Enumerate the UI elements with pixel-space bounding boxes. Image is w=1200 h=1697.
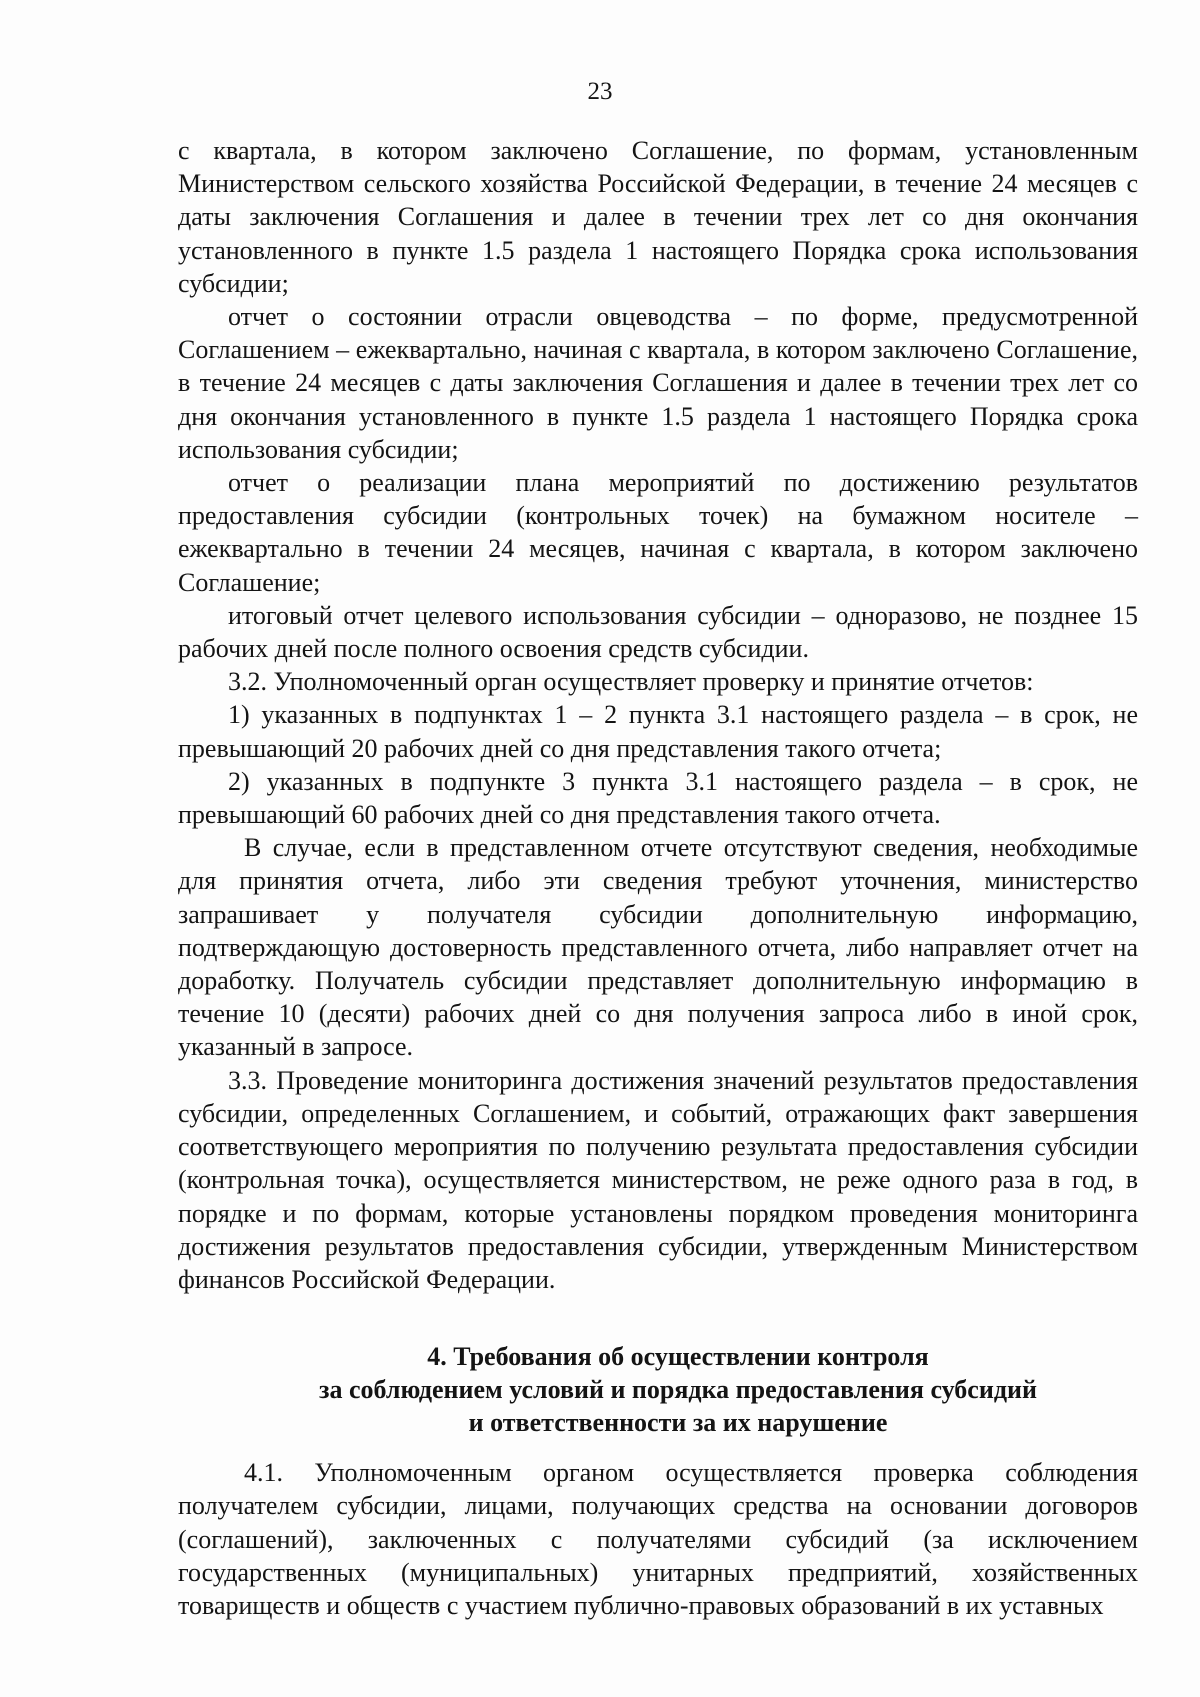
paragraph-plan-report: отчет о реализации плана мероприятий по достижению результатов предоставления субсидии (контрольных точек) на бумажном носителе – ежеквартально в течении 24 месяцев, начиная с квартала, в котором заключено Соглашение; bbox=[178, 468, 1138, 597]
paragraph-3-2-item-2: 2) указанных в подпункте 3 пункта 3.1 настоящего раздела – в срок, не превышающий 60 рабочих дней со дня представления такого отчета. bbox=[178, 766, 1138, 830]
section-4-heading-line-3: и ответственности за их нарушение bbox=[468, 1408, 888, 1438]
section-4-heading bbox=[178, 1340, 1138, 1439]
paragraph-3-3: 3.3. Проведение мониторинга достижения значений результатов предоставления субсидии, определенных Соглашением, и событий, отражающих факт завершения соответствующего мероприятия по получению результата предоставления субсидии (контрольная точка), осуществляется министерством, не реже одного раза в год, в порядке и по формам, которые установлены порядком проведения мониторинга достижения результатов предоставления субсидии, утвержденным Министерством финансов Российской Федерации. bbox=[178, 1065, 1138, 1294]
section-4-heading-line-1: 4. Требования об осуществлении контроля bbox=[427, 1342, 929, 1372]
section-4-heading-line-2: за соблюдением условий и порядка предоставления субсидий bbox=[319, 1375, 1037, 1405]
paragraph-4-1: 4.1. Уполномоченным органом осуществляется проверка соблюдения получателем субсидии, лицами, получающих средства на основании договоров (соглашений), заключенных с получателями субсидий (за исключением государственных (муниципальных) унитарных предприятий, хозяйственных товариществ и обществ с участием публично-правовых образований в их уставных bbox=[178, 1458, 1138, 1620]
paragraph-sheep-report: отчет о состоянии отрасли овцеводства – по форме, предусмотренной Соглашением – ежеквартально, начиная с квартала, в котором заключено Соглашение, в течение 24 месяцев с даты заключения Соглашения и далее в течении трех лет со дня окончания установленного в пункте 1.5 раздела 1 настоящего Порядка срока использования субсидии; bbox=[178, 302, 1138, 464]
paragraph-final-report: итоговый отчет целевого использования субсидии – одноразово, не позднее 15 рабочих дней после полного освоения средств субсидии. bbox=[178, 600, 1138, 664]
paragraph-3-2: 3.2. Уполномоченный орган осуществляет проверку и принятие отчетов: bbox=[228, 667, 1034, 697]
paragraph-3-2-item-1: 1) указанных в подпунктах 1 – 2 пункта 3.1 настоящего раздела – в срок, не превышающий 20 рабочих дней со дня представления такого отчета; bbox=[178, 700, 1138, 763]
paragraph-missing-info: В случае, если в представленном отчете отсутствуют сведения, необходимые для принятия отчета, либо эти сведения требуют уточнения, министерство запрашивает у получателя субсидии дополнительную информацию, подтверждающую достоверность представленного отчета, либо направляет отчет на доработку. Получатель субсидии представляет дополнительную информацию в течение 10 (десяти) рабочих дней со дня получения запроса либо в иной срок, указанный в запросе. bbox=[178, 833, 1138, 1062]
paragraph-reports-continued: с квартала, в котором заключено Соглашение, по формам, установленным Министерством сельского хозяйства Российской Федерации, в течение 24 месяцев с даты заключения Соглашения и далее в течении трех лет со дня окончания установленного в пункте 1.5 раздела 1 настоящего Порядка срока использования субсидии; bbox=[178, 136, 1138, 298]
document-body bbox=[178, 134, 1138, 1622]
page-number: 23 bbox=[587, 78, 613, 105]
